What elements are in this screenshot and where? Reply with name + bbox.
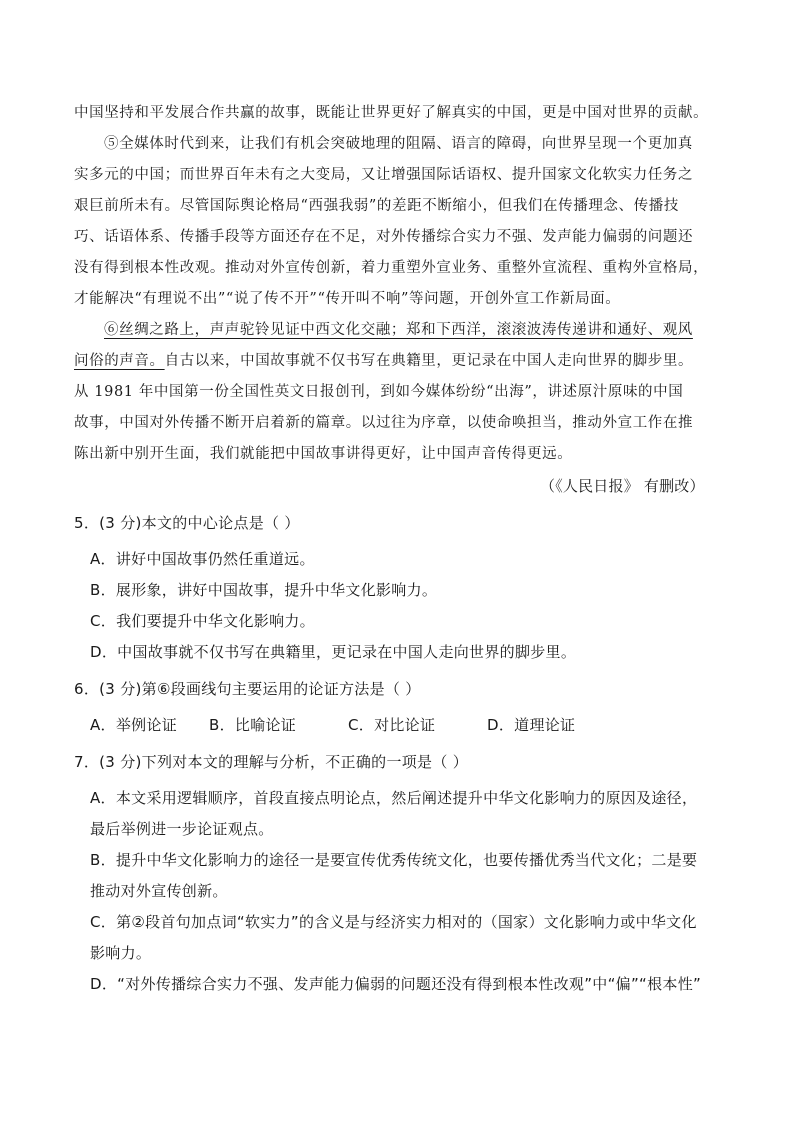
passage-p6-line (74, 351, 693, 371)
question-6-option-b[interactable]: B．比喻论证 (209, 716, 297, 734)
question-6-option-c[interactable]: C．对比论证 (348, 716, 436, 734)
question-6-option-d[interactable]: D．道理论证 (487, 716, 576, 734)
question-7-option-d[interactable]: D．“对外传播综合实力不强、发声能力偏弱的问题还没有得到根本性改观”中“偏”“根本性” (90, 975, 702, 993)
question-7-option-c[interactable]: C．第②段首句加点词“软实力”的含义是与经济实力相对的（国家）文化影响力或中华文化 (90, 913, 697, 931)
passage-p5-line: 才能解决“有理说不出”“说了传不开”“传开叫不响”等问题，开创外宣工作新局面。 (74, 291, 621, 307)
passage-p6-underlined-sentence-end: 问俗的声音。 (74, 353, 165, 369)
passage-p6-line: 从 1981 年中国第一份全国性英文日报创刊，到如今媒体纷纷“出海”，讲述原汁原味的中国 (74, 384, 684, 400)
question-7-option-a-cont: 最后举例进一步论证观点。 (90, 820, 274, 838)
passage-p5-line: 没有得到根本性改观。推动对外宣传创新，着力重塑外宣业务、重整外宣流程、重构外宣格局， (74, 260, 709, 276)
question-7-option-c-cont: 影响力。 (90, 944, 152, 962)
question-6-stem: 6．(3 分)第⑥段画线句主要运用的论证方法是（ ） (74, 680, 421, 698)
question-7-option-b[interactable]: B．提升中华文化影响力的途径一是要宣传优秀传统文化，也要传播优秀当代文化；二是要 (90, 851, 698, 869)
passage-p5-line: 实多元的中国；而世界百年未有之大变局，又让增强国际话语权、提升国家文化软实力任务之 (74, 167, 694, 183)
passage-p6-underlined-sentence: ⑥丝绸之路上，声声驼铃见证中西文化交融；郑和下西洋，滚滚波涛传递讲和通好、观风 (104, 322, 693, 338)
passage-p6-text: 自古以来，中国故事就不仅书写在典籍里，更记录在中国人走向世界的脚步里。 (164, 353, 694, 369)
question-6-option-a[interactable]: A．举例论证 (90, 716, 178, 734)
passage-p6-line: 故事，中国对外传播不断开启着新的篇章。以过往为序章，以使命唤担当，推动外宣工作在推 (74, 415, 694, 431)
question-5-option-c[interactable]: C．我们要提升中华文化影响力。 (90, 612, 315, 630)
passage-p5-line: ⑤全媒体时代到来，让我们有机会突破地理的阻隔、语言的障碍，向世界呈现一个更加真 (104, 136, 693, 152)
question-5-stem: 5．(3 分)本文的中心论点是（ ） (74, 514, 300, 532)
question-5-option-a[interactable]: A．讲好中国故事仍然任重道远。 (90, 550, 315, 568)
passage-p6-line: 陈出新中别开生面，我们就能把中国故事讲得更好，让中国声音传得更远。 (74, 446, 573, 462)
question-7-option-a[interactable]: A．本文采用逻辑顺序，首段直接点明论点，然后阐述提升中华文化影响力的原因及途径， (90, 789, 698, 807)
question-7-stem: 7．(3 分)下列对本文的理解与分析，不正确的一项是（ ） (74, 753, 469, 771)
question-7-option-b-cont: 推动对外宣传创新。 (90, 882, 228, 900)
passage-p4-end: 中国坚持和平发展合作共赢的故事，既能让世界更好了解真实的中国，更是中国对世界的贡献。 (74, 105, 709, 121)
question-5-option-d[interactable]: D．中国故事就不仅书写在典籍里，更记录在中国人走向世界的脚步里。 (90, 643, 577, 661)
passage-source: （《人民日报》 有删改） (540, 477, 705, 495)
question-5-option-b[interactable]: B．展形象，讲好中国故事，提升中华文化影响力。 (90, 581, 438, 599)
passage-p5-line: 巧、话语体系、传播手段等方面还存在不足，对外传播综合实力不强、发声能力偏弱的问题还 (74, 229, 694, 245)
passage-p5-line: 艰巨前所未有。尽管国际舆论格局“西强我弱”的差距不断缩小，但我们在传播理念、传播技 (74, 198, 679, 214)
